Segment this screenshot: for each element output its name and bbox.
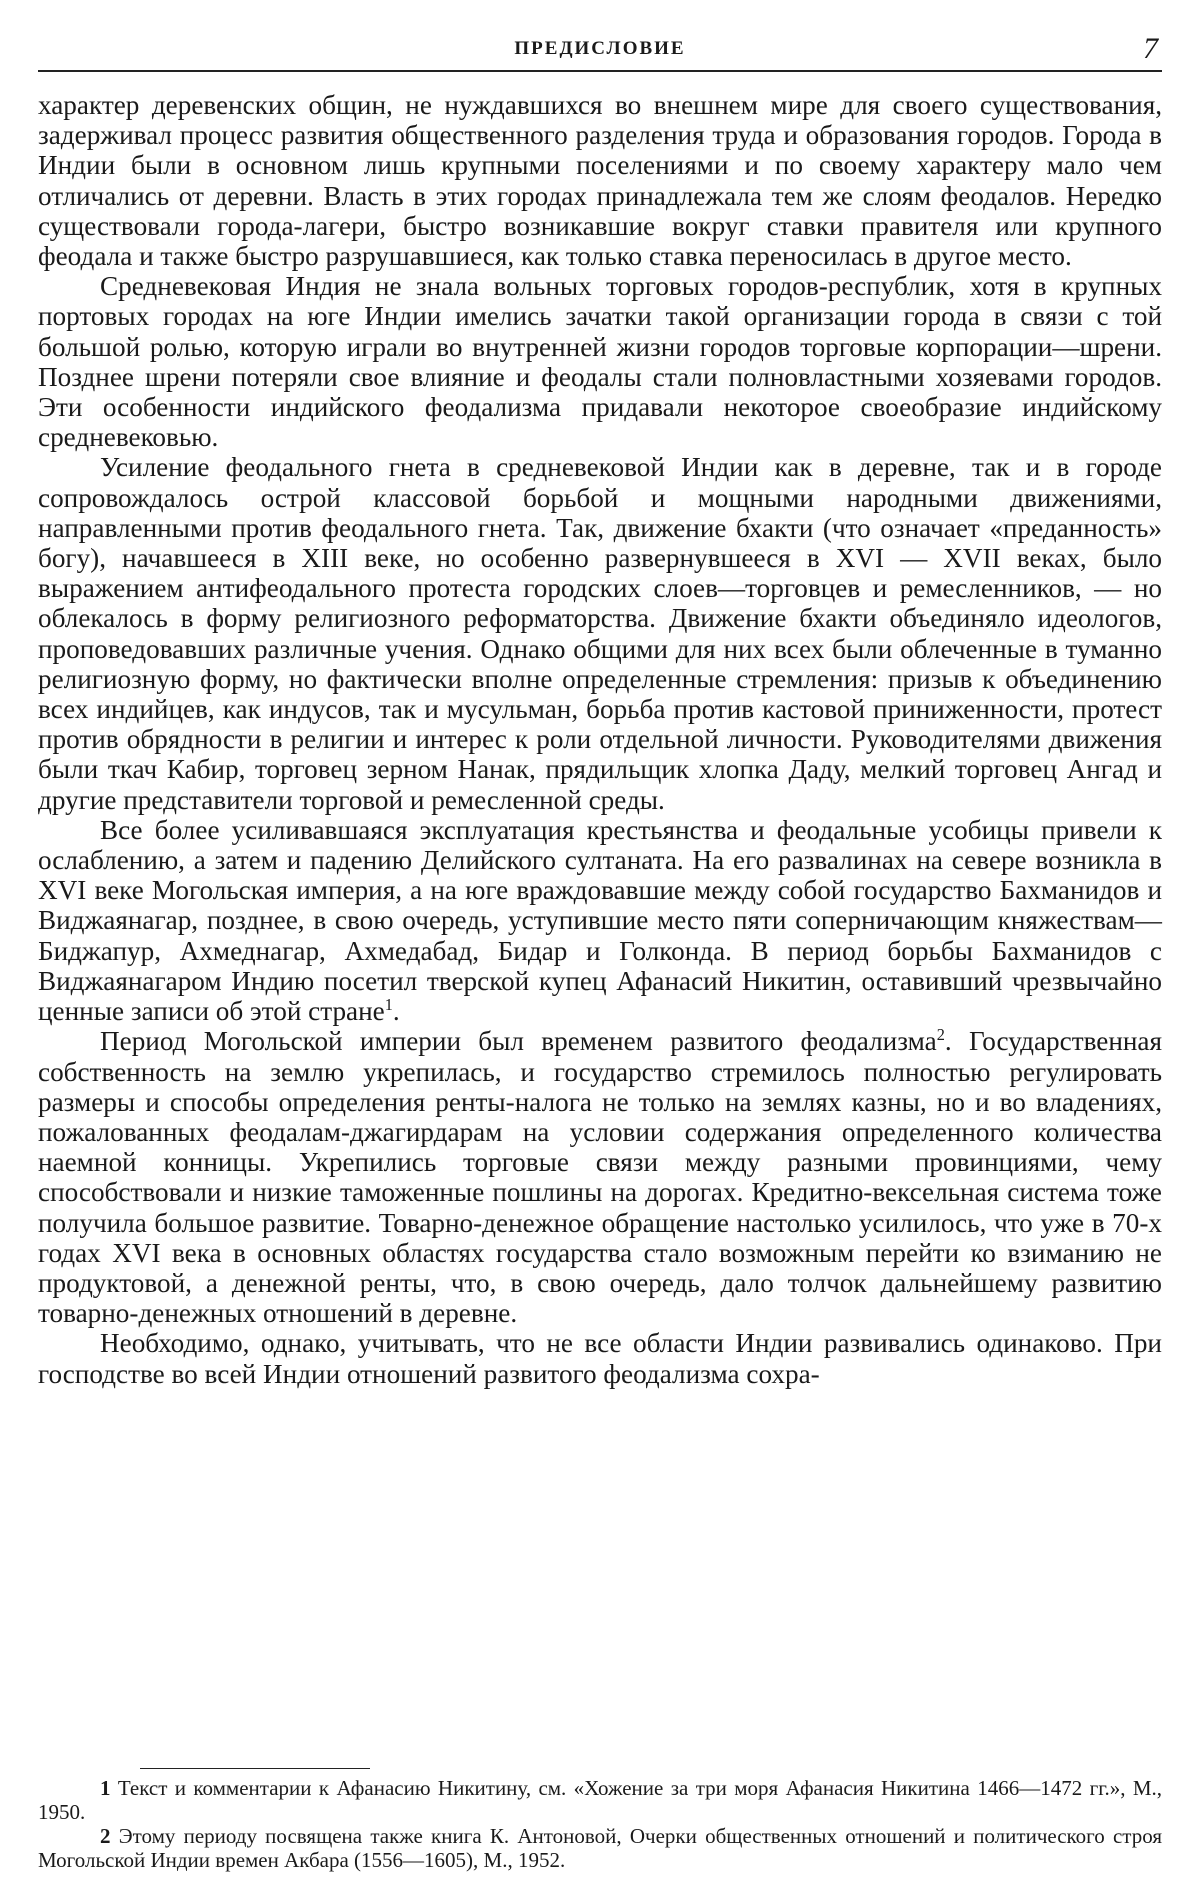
running-header (38, 30, 1162, 72)
paragraph-4-end: . (392, 996, 400, 1027)
paragraph-4-text: Все более усиливавшаяся эксплуатация крестьянства и феодальные усобицы привели к ослаблению, а затем и падению Делийского султаната. На его развалинах на севере возникла в XVI веке Могольская империя, а на юге враждовавшие между собой государство Бахманидов и Виджаянагар, позднее, в свою очередь, уступившие место пяти соперничающим княжествам—Биджапур, Ахмеднагар, Ахмедабад, Бидар и Голконда. В период борьбы Бахманидов с Виджаянагаром Индию посетил тверской купец Афанасий Никитин, оставивший чрезвычайно ценные записи об этой стране (38, 814, 1162, 1027)
footnote-mark: 1 (100, 1776, 111, 1800)
footnote-ref-2[interactable]: 2 (936, 1025, 945, 1045)
footnote-divider (140, 1768, 370, 1769)
footnote-text: Текст и комментарии к Афанасию Никитину, см. «Хожение за три моря Афанасия Никитина 1466—1472 гг.», М., 1950. (38, 1776, 1162, 1824)
footnote-1 (38, 1776, 1162, 1824)
paragraph-6: Необходимо, однако, учитывать, что не все области Индии развивались одинаково. При господстве во всей Индии отношений развитого феодализма сохра- (38, 1328, 1162, 1389)
body-text (38, 90, 1162, 1389)
footnote-text: Этому периоду посвящена также книга К. Антоновой, Очерки общественных отношений и политического строя Могольской Индии времен Акбара (1556—1605), М., 1952. (38, 1824, 1163, 1872)
paragraph-3: Усиление феодального гнета в средневековой Индии как в деревне, так и в городе сопровождалось острой классовой борьбой и мощными народными движениями, направленными против феодального гнета. Так, движение бхакти (что означает «преданность» богу), начавшееся в XIII веке, но особенно развернувшееся в XVI — XVII веках, было выражением антифеодального протеста городских слоев—торговцев и ремесленников, — но облекалось в форму религиозного реформаторства. Движение бхакти объединяло идеологов, проповедовавших различные учения. Однако общими для них всех были облеченные в туманно религиозную форму, но фактически вполне определенные стремления: призыв к объединению всех индийцев, как индусов, так и мусульман, борьба против кастовой приниженности, протест против обрядности в религии и интерес к роли отдельной личности. Руководителями движения были ткач Кабир, торговец зерном Нанак, прядильщик хлопка Даду, мелкий торговец Ангад и другие представители торговой и ремесленной среды. (38, 452, 1162, 815)
footnotes (38, 1776, 1162, 1872)
footnote-mark: 2 (100, 1824, 111, 1848)
paragraph-5 (38, 1026, 1162, 1328)
footnote-ref-1[interactable]: 1 (384, 995, 393, 1015)
paragraph-5-rest: . Государственная собственность на землю укрепилась, и государство стремилось полностью регулировать размеры и способы определения ренты-налога не только на землях казны, но и во владениях, пожалованных феодалам-джагирдарам на условии содержания определенного количества наемной конницы. Укрепились торговые связи между разными провинциями, чему способствовали и низкие таможенные пошлины на дорогах. Кредитно-вексельная система тоже получила большое развитие. Товарно-денежное обращение настолько усилилось, что уже в 70-х годах XVI века в основных областях государства стало возможным перейти ко взиманию не продуктовой, а денежной ренты, что, в свою очередь, дало толчок дальнейшему развитию товарно-денежных отношений в деревне. (38, 1026, 1163, 1329)
running-title: ПРЕДИСЛОВИЕ (514, 38, 686, 59)
page-number: 7 (1143, 32, 1158, 65)
paragraph-5-start: Период Могольской империи был временем развитого феодализма (100, 1026, 937, 1057)
footnote-2 (38, 1824, 1162, 1872)
paragraph-4 (38, 815, 1162, 1026)
paragraph-1: характер деревенских общин, не нуждавшихся во внешнем мире для своего существования, задерживал процесс развития общественного разделения труда и образования городов. Города в Индии были в основном лишь крупными поселениями и по своему характеру мало чем отличались от деревни. Власть в этих городах принадлежала тем же слоям феодалов. Нередко существовали города-лагери, быстро возникавшие вокруг ставки правителя или крупного феодала и также быстро разрушавшиеся, как только ставка переносилась в другое место. (38, 90, 1162, 272)
paragraph-2: Средневековая Индия не знала вольных торговых городов-республик, хотя в крупных портовых городах на юге Индии имелись зачатки такой организации города в связи с той большой ролью, которую играли во внутренней жизни городов торговые корпорации—шрени. Позднее шрени потеряли свое влияние и феодалы стали полновластными хозяевами городов. Эти особенности индийского феодализма придавали некоторое своеобразие индийскому средневековью. (38, 271, 1162, 453)
